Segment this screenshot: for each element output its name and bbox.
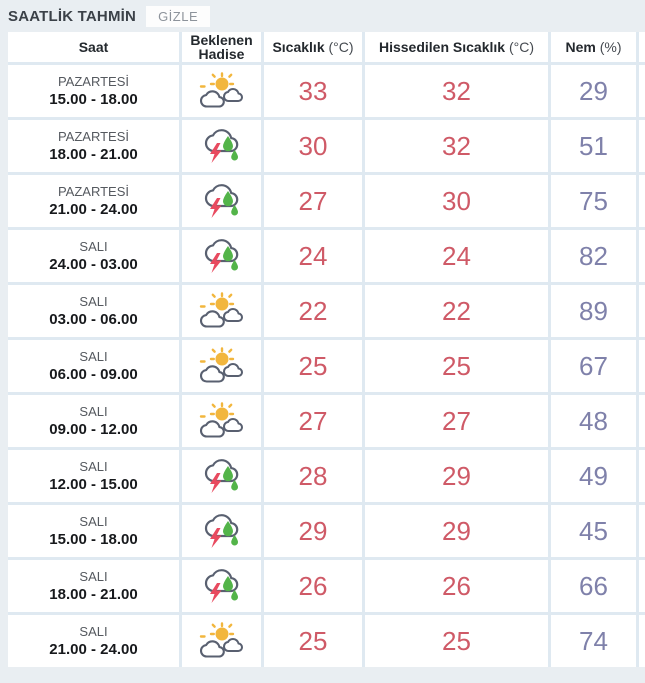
hide-button[interactable]: GİZLE: [146, 6, 210, 27]
column-header-unit: (°C): [508, 38, 534, 55]
clipped-column-cell: [639, 505, 645, 557]
column-header-label: Nem (%): [565, 38, 622, 55]
thunderstorm-icon: [198, 181, 246, 221]
weather-icon-cell: [182, 65, 261, 117]
column-header-unit: (°C): [328, 38, 354, 55]
column-header-label: Saat: [78, 38, 109, 55]
column-header-temperature: [264, 32, 362, 62]
temperature-value: 22: [264, 285, 362, 337]
forecast-table: [8, 32, 645, 667]
column-header-feels-like: [365, 32, 548, 62]
day-label: PAZARTESİ: [57, 74, 130, 89]
feels-like-value: 24: [365, 230, 548, 282]
feels-like-value: 25: [365, 340, 548, 392]
clipped-column-cell: [639, 450, 645, 502]
time-cell: [8, 230, 179, 282]
thunderstorm-icon: [198, 456, 246, 496]
partly-cloudy-icon: [198, 622, 246, 660]
feels-like-value: 32: [365, 120, 548, 172]
time-range: 18.00 - 21.00: [49, 146, 138, 163]
weather-icon-cell: [182, 395, 261, 447]
time-cell: [8, 450, 179, 502]
day-label: PAZARTESİ: [57, 184, 130, 199]
weather-icon-cell: [182, 560, 261, 612]
column-header-label: Beklenen Hadise: [190, 31, 253, 62]
thunderstorm-icon: [198, 236, 246, 276]
day-label: SALI: [79, 349, 108, 364]
column-header-time: [8, 32, 179, 62]
temperature-value: 30: [264, 120, 362, 172]
temperature-value: 26: [264, 560, 362, 612]
column-header-humidity: [551, 32, 636, 62]
time-range: 09.00 - 12.00: [49, 421, 138, 438]
temperature-value: 25: [264, 340, 362, 392]
humidity-value: 66: [551, 560, 636, 612]
feels-like-value: 29: [365, 505, 548, 557]
time-range: 21.00 - 24.00: [49, 201, 138, 218]
time-range: 03.00 - 06.00: [49, 311, 138, 328]
time-range: 06.00 - 09.00: [49, 366, 138, 383]
time-cell: [8, 285, 179, 337]
weather-icon-cell: [182, 285, 261, 337]
time-range: 21.00 - 24.00: [49, 641, 138, 658]
time-cell: [8, 175, 179, 227]
day-label: SALI: [79, 514, 108, 529]
day-label: SALI: [79, 239, 108, 254]
feels-like-value: 30: [365, 175, 548, 227]
thunderstorm-icon: [198, 126, 246, 166]
humidity-value: 49: [551, 450, 636, 502]
clipped-column-cell: [639, 395, 645, 447]
humidity-value: 48: [551, 395, 636, 447]
thunderstorm-icon: [198, 511, 246, 551]
time-range: 15.00 - 18.00: [49, 531, 138, 548]
weather-icon-cell: [182, 340, 261, 392]
partly-cloudy-icon: [198, 402, 246, 440]
column-header-condition: [182, 32, 261, 62]
humidity-value: 75: [551, 175, 636, 227]
day-label: SALI: [79, 459, 108, 474]
humidity-value: 45: [551, 505, 636, 557]
clipped-column-header-cell: [639, 32, 645, 62]
column-header-label: Sıcaklık (°C): [272, 38, 354, 55]
clipped-column-cell: [639, 175, 645, 227]
partly-cloudy-icon: [198, 292, 246, 330]
time-range: 24.00 - 03.00: [49, 256, 138, 273]
time-range: 18.00 - 21.00: [49, 586, 138, 603]
clipped-column-cell: [639, 120, 645, 172]
partly-cloudy-icon: [198, 347, 246, 385]
clipped-column-cell: [639, 340, 645, 392]
day-label: SALI: [79, 404, 108, 419]
humidity-value: 67: [551, 340, 636, 392]
clipped-column-cell: [639, 65, 645, 117]
clipped-column-cell: [639, 615, 645, 667]
weather-icon-cell: [182, 230, 261, 282]
weather-icon-cell: [182, 505, 261, 557]
feels-like-value: 27: [365, 395, 548, 447]
time-cell: [8, 615, 179, 667]
time-cell: [8, 65, 179, 117]
humidity-value: 82: [551, 230, 636, 282]
time-cell: [8, 120, 179, 172]
clipped-column-cell: [639, 230, 645, 282]
column-header-unit: (%): [599, 38, 622, 55]
temperature-value: 27: [264, 175, 362, 227]
humidity-value: 74: [551, 615, 636, 667]
widget-header: [0, 0, 645, 32]
time-range: 12.00 - 15.00: [49, 476, 138, 493]
humidity-value: 29: [551, 65, 636, 117]
weather-icon-cell: [182, 615, 261, 667]
humidity-value: 51: [551, 120, 636, 172]
temperature-value: 28: [264, 450, 362, 502]
temperature-value: 29: [264, 505, 362, 557]
temperature-value: 25: [264, 615, 362, 667]
time-range: 15.00 - 18.00: [49, 91, 138, 108]
clipped-column-cell: [639, 560, 645, 612]
day-label: PAZARTESİ: [57, 129, 130, 144]
clipped-column-cell: [639, 285, 645, 337]
weather-icon-cell: [182, 450, 261, 502]
feels-like-value: 22: [365, 285, 548, 337]
time-cell: [8, 560, 179, 612]
time-cell: [8, 505, 179, 557]
feels-like-value: 29: [365, 450, 548, 502]
feels-like-value: 25: [365, 615, 548, 667]
weather-icon-cell: [182, 120, 261, 172]
humidity-value: 89: [551, 285, 636, 337]
time-cell: [8, 340, 179, 392]
time-cell: [8, 395, 179, 447]
thunderstorm-icon: [198, 566, 246, 606]
widget-title: SAATLİK TAHMİN: [8, 8, 137, 25]
temperature-value: 24: [264, 230, 362, 282]
day-label: SALI: [79, 294, 108, 309]
day-label: SALI: [79, 569, 108, 584]
feels-like-value: 26: [365, 560, 548, 612]
temperature-value: 27: [264, 395, 362, 447]
weather-icon-cell: [182, 175, 261, 227]
column-header-label: Hissedilen Sıcaklık (°C): [378, 38, 534, 55]
day-label: SALI: [79, 624, 108, 639]
feels-like-value: 32: [365, 65, 548, 117]
partly-cloudy-icon: [198, 72, 246, 110]
temperature-value: 33: [264, 65, 362, 117]
